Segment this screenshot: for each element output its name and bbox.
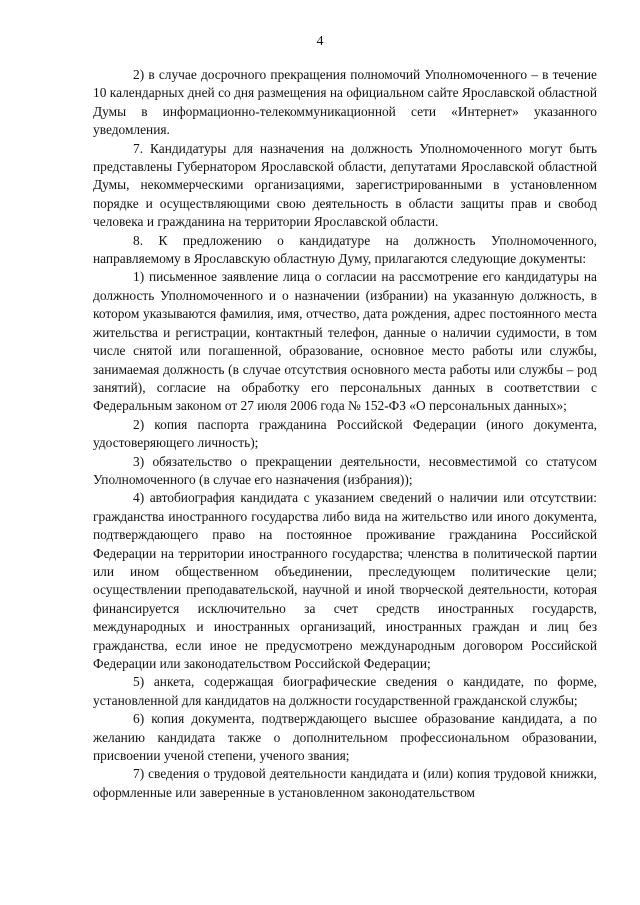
list-item-3-obligation: 3) обязательство о прекращении деятельности, несовместимой со статусом Уполномоченного (в случае его назначения (избрания));	[93, 453, 597, 487]
list-item-5-questionnaire: 5) анкета, содержащая биографические сведения о кандидате, по форме, установленной для кандидатов на должности государственной гражданской службы;	[93, 674, 597, 708]
paragraph-item-2-early-termination: 2) в случае досрочного прекращения полномочий Уполномоченного – в течение 10 календарных дней со дня размещения на официальном сайте Ярославской областной Думы в информационно-телекоммуникационной сети «Интернет» указанного уведомления.	[93, 67, 597, 138]
list-item-4-autobiography: 4) автобиография кандидата с указанием сведений о наличии или отсутствии: гражданства иностранного государства либо вида на жительство или иного документа, подтверждающего право на постоянное проживание гражданина Российской Федерации на территории иностранного государства; членства в политической партии или ином общественном объединении, преследующем политические цели; осуществлении преподавательской, научной и иной творческой деятельности, которая финансируется исключительно за счет средств иностранных государств, международных и иностранных организаций, иностранных граждан и лиц без гражданства, если иное не предусмотрено международным договором Российской Федерации или законодательством Российской Федерации;	[93, 490, 597, 671]
paragraph-7-candidates: 7. Кандидатуры для назначения на должность Уполномоченного могут быть представлены Губернатором Ярославской области, депутатами Ярославской областной Думы, некоммерческими организациями, зарегистрированными в установленном порядке и осуществляющими свою деятельность в области защиты прав и свобод человека и гражданина на территории Ярославской области.	[93, 140, 597, 230]
list-item-1-application: 1) письменное заявление лица о согласии на рассмотрение его кандидатуры на должность Уполномоченного и о назначении (избрании) на указанную должность, в котором указываются фамилия, имя, отчество, дата рождения, адрес постоянного места жительства и регистрации, контактный телефон, данные о наличии судимости, в том числе снятой или погашенной, образование, основное место работы или службы, занимаемая должность (в случае отсутствия основного места работы или службы – род занятий), согласие на обработку его персональных данных в соответствии с Федеральным законом от 27 июля 2006 года № 152-ФЗ «О персональных данных»;	[93, 269, 597, 414]
document-body	[93, 66, 597, 802]
page-number: 4	[316, 34, 324, 49]
list-item-2-passport-copy: 2) копия паспорта гражданина Российской Федерации (иного документа, удостоверяющего личность);	[93, 416, 597, 451]
list-item-6-education-document: 6) копия документа, подтверждающего высшее образование кандидата, а по желанию кандидата также о дополнительном профессиональном образовании, присвоении ученой степени, ученого звания;	[93, 711, 597, 764]
list-item-7-employment-info: 7) сведения о трудовой деятельности кандидата и (или) копия трудовой книжки, оформленные или заверенные в установленном законодательством	[93, 766, 597, 800]
paragraph-8-documents: 8. К предложению о кандидатуре на должность Уполномоченного, направляемому в Ярославскую областную Думу, прилагаются следующие документы:	[93, 232, 597, 267]
